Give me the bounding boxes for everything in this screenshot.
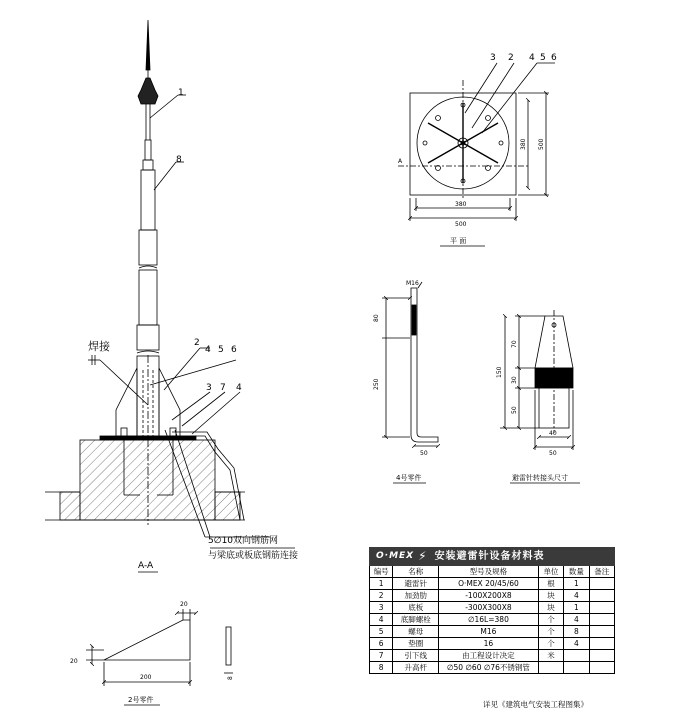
plan-dim-outer-v: 500	[538, 138, 545, 150]
table-header-row	[370, 566, 615, 578]
part2-dim-top: 20	[180, 601, 188, 608]
callout-5: 5	[218, 345, 224, 355]
plan-dim-inner-v: 380	[520, 138, 527, 150]
rebar-note-line1: 5∅10双向钢筋网	[208, 536, 279, 546]
callout-4b: 4	[236, 383, 242, 393]
plan-section-mark: A	[398, 158, 403, 165]
col-header: 数量	[564, 566, 589, 578]
part4-thread: M16	[406, 280, 419, 287]
table-row: 7 引下线 由工程设计决定 米	[370, 650, 615, 662]
adapter-dim-c: 50	[511, 406, 518, 414]
plan-callout-3: 3	[490, 53, 496, 63]
table-title: 安装避雷针设备材料表	[434, 551, 545, 562]
part4-dim-total: 250	[373, 378, 380, 390]
col-header: 编号	[370, 566, 393, 578]
adapter-dim-outer-w: 50	[549, 450, 557, 457]
plan-callout-5: 5	[540, 53, 546, 63]
adapter-caption: 避雷针转接头尺寸	[512, 474, 568, 482]
callout-6: 6	[231, 345, 237, 355]
part4-dim-top: 80	[373, 314, 380, 322]
col-header: 名称	[393, 566, 439, 578]
table-title-bar	[370, 548, 615, 566]
stiffener-rib-right	[159, 368, 180, 436]
callout-8: 8	[176, 155, 182, 165]
adapter-dim-a: 70	[511, 340, 518, 348]
table-row: 6 垫圈 16 个 4	[370, 638, 615, 650]
col-header: 备注	[589, 566, 614, 578]
section-label: A-A	[138, 561, 154, 571]
adapter-part	[500, 310, 580, 483]
col-header: 单位	[538, 566, 563, 578]
mast-upper	[141, 170, 155, 230]
plan-caption: 平 面	[450, 237, 467, 245]
concrete-pedestal	[80, 440, 215, 520]
part2-caption: 2号零件	[128, 696, 154, 704]
rebar-note-line2: 与梁底或板底钢筋连接	[208, 551, 299, 561]
callout-7: 7	[220, 383, 226, 393]
part4-anchor-bolt	[382, 282, 438, 483]
footnote: 详见《建筑电气安装工程图集》	[483, 700, 588, 709]
brand-logo: O·MEX	[376, 551, 415, 561]
callout-2: 2	[194, 338, 200, 348]
materials-table	[369, 547, 615, 674]
table-row: 1 避雷针 O·MEX 20/45/60 根 1	[370, 578, 615, 590]
adapter-dim-b: 30	[511, 376, 518, 384]
rod-head	[138, 78, 158, 104]
adapter-dim-inner-w: 40	[549, 430, 557, 437]
table-row: 2 加劲肋 -100X200X8 块 4	[370, 590, 615, 602]
col-header: 型号及规格	[439, 566, 539, 578]
plan-callout-2: 2	[508, 53, 514, 63]
lightning-rod-elevation	[45, 20, 295, 572]
weld-label: 焊接	[88, 340, 110, 353]
plan-dim-outer-h: 500	[455, 221, 467, 228]
stiffener-profile	[104, 620, 190, 660]
callout-3: 3	[206, 383, 212, 393]
rod-spike	[146, 20, 150, 70]
part4-dim-foot: 50	[420, 450, 428, 457]
table-row: 5 螺母 M16 个 8	[370, 626, 615, 638]
table-row: 3 底板 -300X300X8 块 1	[370, 602, 615, 614]
mast-lower	[139, 270, 157, 325]
table-row: 4 底脚螺栓 ∅16L=380 个 4	[370, 614, 615, 626]
table-row: 8 升高杆 ∅50 ∅60 ∅76不锈钢管	[370, 662, 615, 674]
callout-4a: 4	[205, 345, 211, 355]
plan-callout-6: 6	[551, 53, 557, 63]
part2-stiffener	[86, 609, 233, 705]
part2-dim-height: 20	[70, 658, 78, 665]
part2-dim-thick: 8	[227, 676, 234, 680]
part2-dim-width: 200	[140, 674, 152, 681]
callout-1: 1	[178, 88, 184, 98]
plan-dim-inner-h: 380	[455, 201, 467, 208]
mast-base	[137, 325, 159, 350]
plan-callout-4: 4	[529, 53, 535, 63]
lightning-bolt-icon: ⚡	[418, 549, 427, 563]
mast-mid	[139, 230, 157, 265]
stiffener-thickness-view	[226, 627, 231, 665]
part4-caption: 4号零件	[396, 474, 422, 482]
base-plan-view	[398, 63, 555, 246]
adapter-dim-total: 150	[496, 366, 503, 378]
